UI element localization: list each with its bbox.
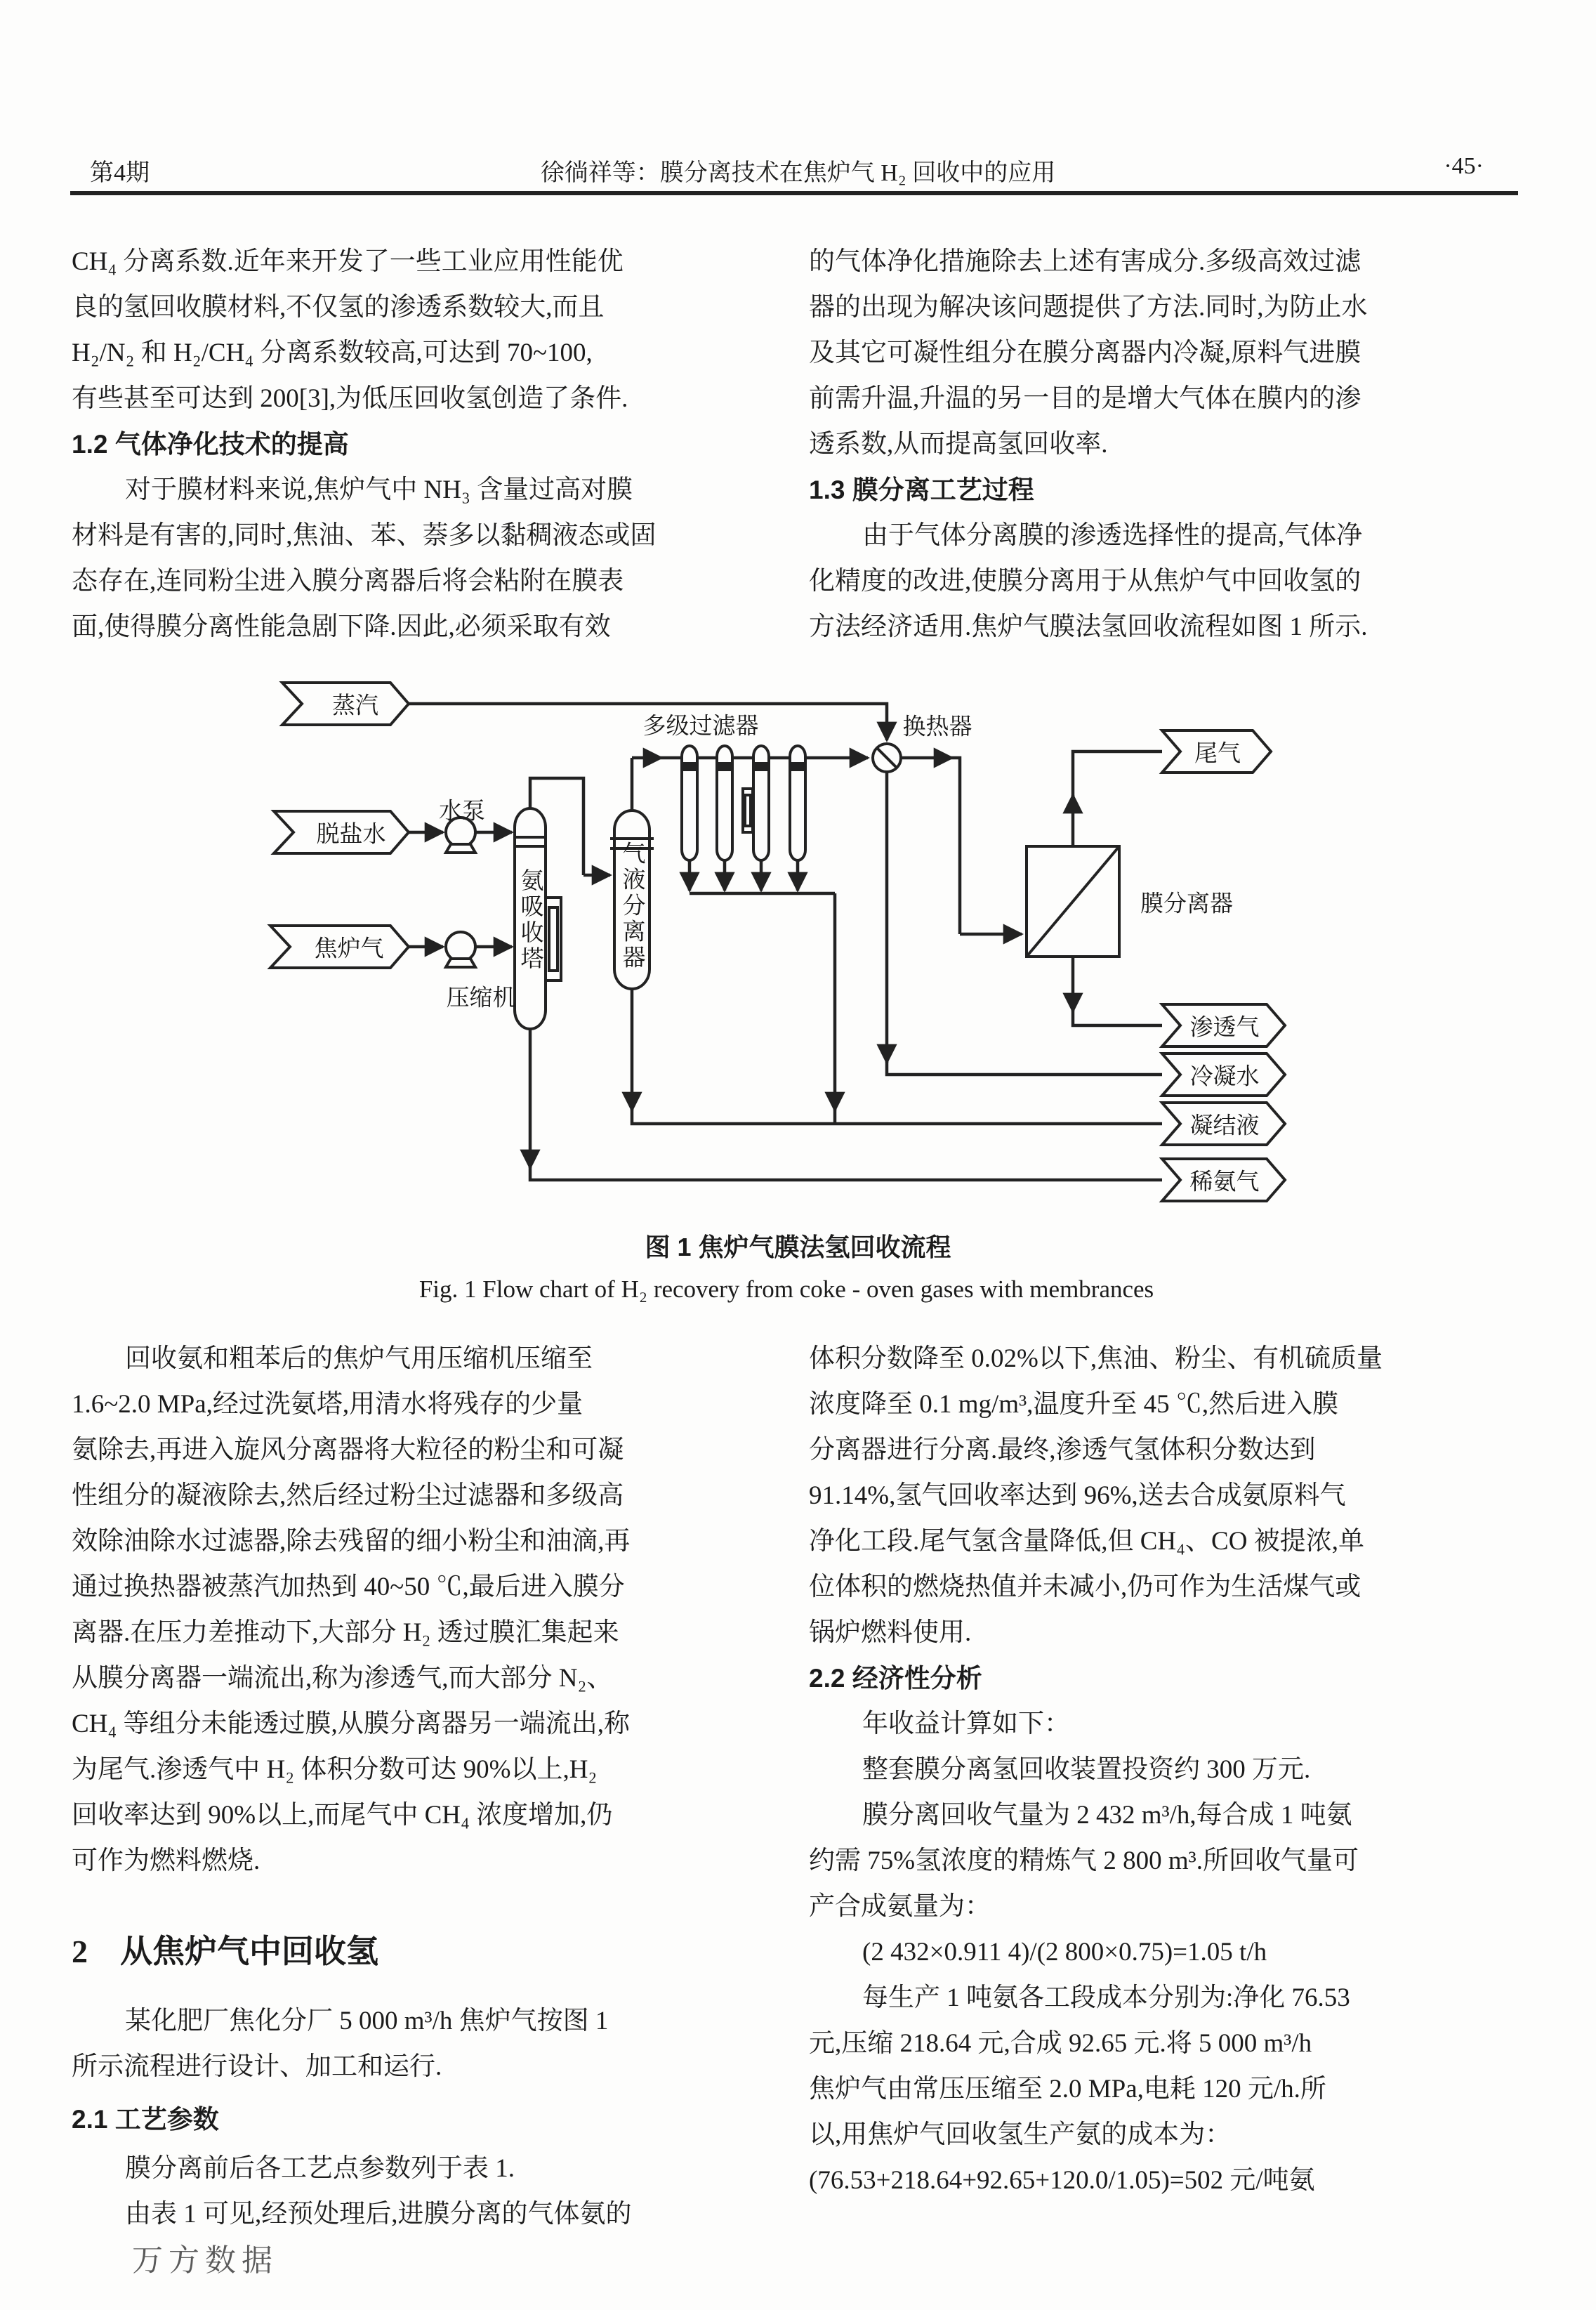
journal-issue: 第4期 bbox=[90, 160, 150, 186]
text-line: 透系数,从而提高氢回收率. bbox=[809, 430, 1108, 459]
figure-caption-en: Fig. 1 Flow chart of H₂ recovery from coke - oven gases with membrances bbox=[418, 1275, 1154, 1303]
text-line: 前需升温,升温的另一目的是增大气体在膜内的渗 bbox=[809, 384, 1361, 413]
column-left-bottom-3 bbox=[72, 2146, 784, 2237]
text-line: 约需 75%氢浓度的精炼气 2 800 m³.所回收气量可 bbox=[809, 1846, 1359, 1875]
figure-caption-zh: 图 1 焦炉气膜法氢回收流程 bbox=[645, 1233, 951, 1261]
text-line: 的气体净化措施除去上述有害成分.多级高效过滤 bbox=[809, 247, 1361, 276]
text-line: 整套膜分离氢回收装置投资约 300 万元. bbox=[862, 1755, 1311, 1784]
text-line: 膜分离回收气量为 2 432 m³/h,每合成 1 吨氨 bbox=[862, 1801, 1352, 1830]
text-line: 产合成氨量为： bbox=[809, 1892, 991, 1921]
text-line: 化精度的改进,使膜分离用于从焦炉气中回收氢的 bbox=[809, 567, 1361, 596]
text-line: 回收率达到 90%以上,而尾气中 CH₄ 浓度增加,仍 bbox=[72, 1801, 613, 1830]
tail-gas-label: 尾气 bbox=[1194, 741, 1241, 767]
text-line: 回收氨和粗苯后的焦炉气用压缩机压缩至 bbox=[125, 1344, 593, 1373]
text-line: CH₄ 等组分未能透过膜,从膜分离器另一端流出,称 bbox=[72, 1709, 631, 1738]
text-line: 净化工段.尾气氢含量降低,但 CH₄、CO 被提浓,单 bbox=[809, 1527, 1364, 1556]
text-line: 每生产 1 吨氨各工段成本分别为:净化 76.53 bbox=[862, 1983, 1350, 2012]
section-2-title: 从焦炉气中回收氢 bbox=[120, 1934, 378, 1969]
text-line: 以,用焦炉气回收氢生产氨的成本为： bbox=[809, 2120, 1232, 2149]
text-line: 元,压缩 218.64 元,合成 92.65 元.将 5 000 m³/h bbox=[809, 2029, 1312, 2058]
heading-2-1-block bbox=[72, 2096, 784, 2142]
compressor-label: 压缩机 bbox=[446, 985, 516, 1011]
text-line: 性组分的凝液除去,然后经过粉尘过滤器和多级高 bbox=[72, 1481, 624, 1510]
figure-1-diagram bbox=[232, 660, 1531, 1222]
text-line: 焦炉气由常压压缩至 2.0 MPa,电耗 120 元/h.所 bbox=[809, 2075, 1326, 2104]
text-line: 良的氢回收膜材料,不仅氢的渗透系数较大,而且 bbox=[72, 293, 605, 322]
text-line: 由于气体分离膜的渗透选择性的提高,气体净 bbox=[862, 521, 1363, 550]
text-line: 1.6~2.0 MPa,经过洗氨塔,用清水将残存的少量 bbox=[72, 1390, 583, 1419]
multistage-filter-label: 多级过滤器 bbox=[642, 714, 759, 740]
permeate-gas-label: 渗透气 bbox=[1189, 1015, 1260, 1041]
water-pump-label: 水泵 bbox=[439, 799, 485, 825]
text-line: 态存在,连同粉尘进入膜分离器后将会粘附在膜表 bbox=[72, 567, 624, 596]
text-line: 体积分数降至 0.02%以下,焦油、粉尘、有机硫质量 bbox=[809, 1344, 1383, 1373]
text-line: 氨除去,再进入旋风分离器将大粒径的粉尘和可凝 bbox=[72, 1436, 624, 1464]
heading-1-3: 1.3 膜分离工艺过程 bbox=[809, 475, 1034, 504]
filter-bands bbox=[682, 762, 805, 771]
ammonia-tower-label: 氨吸收塔 bbox=[517, 868, 543, 972]
coke-oven-gas-label: 焦炉气 bbox=[314, 936, 384, 962]
column-left-top bbox=[72, 239, 784, 650]
text-line: 91.14%,氢气回收率达到 96%,送去合成氨原料气 bbox=[809, 1481, 1346, 1510]
text-line: 浓度降至 0.1 mg/m³,温度升至 45 ℃,然后进入膜 bbox=[809, 1390, 1339, 1419]
compressor-base bbox=[446, 959, 475, 967]
running-title: 徐徜祥等：膜分离技术在焦炉气 H₂ 回收中的应用 bbox=[540, 160, 1056, 186]
compressor-symbol bbox=[446, 932, 475, 962]
condensate-water-label: 冷凝水 bbox=[1189, 1064, 1260, 1090]
steam-label: 蒸汽 bbox=[332, 693, 378, 719]
text-line: 通过换热器被蒸汽加热到 40~50 ℃,最后进入膜分 bbox=[72, 1573, 625, 1601]
section-2-number: 2 bbox=[72, 1934, 88, 1969]
text-line: 面,使得膜分离性能急剧下降.因此,必须采取有效 bbox=[72, 612, 611, 641]
text-line: 膜分离前后各工艺点参数列于表 1. bbox=[125, 2154, 515, 2183]
column-left-bottom-2 bbox=[72, 1998, 784, 2089]
text-line: 方法经济适用.焦炉气膜法氢回收流程如图 1 所示. bbox=[809, 612, 1368, 641]
dilute-ammonia-label: 稀氨气 bbox=[1189, 1169, 1260, 1195]
text-line: CH₄ 分离系数.近年来开发了一些工业应用性能优 bbox=[72, 247, 624, 276]
text-line: 离器.在压力差推动下,大部分 H₂ 透过膜汇集起来 bbox=[72, 1618, 619, 1647]
text-line: 某化肥厂焦化分厂 5 000 m³/h 焦炉气按图 1 bbox=[125, 2007, 609, 2035]
text-line: 及其它可凝性组分在膜分离器内冷凝,原料气进膜 bbox=[809, 339, 1361, 367]
text-line: 由表 1 可见,经预处理后,进膜分离的气体氨的 bbox=[125, 2200, 632, 2229]
heat-exchanger-label: 换热器 bbox=[902, 714, 972, 740]
section-2-heading bbox=[72, 1926, 378, 1972]
text-line: 材料是有害的,同时,焦油、苯、萘多以黏稠液态或固 bbox=[72, 521, 657, 550]
header-rule bbox=[70, 191, 1518, 195]
text-line: 年收益计算如下： bbox=[862, 1709, 1070, 1738]
heading-1-2: 1.2 气体净化技术的提高 bbox=[72, 430, 349, 459]
text-line: 位体积的燃烧热值并未减小,仍可作为生活煤气或 bbox=[809, 1573, 1361, 1601]
heading-2-2: 2.2 经济性分析 bbox=[809, 1664, 982, 1693]
heading-2-1: 2.1 工艺参数 bbox=[72, 2105, 219, 2134]
condensed-liquid-label: 凝结液 bbox=[1189, 1113, 1260, 1139]
text-line: 对于膜材料来说,焦炉气中 NH₃ 含量过高对膜 bbox=[125, 475, 633, 504]
wanfang-watermark: 万方数据 bbox=[132, 2243, 278, 2278]
equipment-shapes bbox=[446, 744, 1119, 1029]
membrane-separator-label: 膜分离器 bbox=[1140, 891, 1233, 917]
text-line: 有些甚至可达到 200[3],为低压回收氢创造了条件. bbox=[72, 384, 628, 413]
text-line: 所示流程进行设计、加工和运行. bbox=[72, 2052, 442, 2081]
formula-line: (2 432×0.911 4)/(2 800×0.75)=1.05 t/h bbox=[862, 1938, 1267, 1967]
formula-line: (76.53+218.64+92.65+120.0/1.05)=502 元/吨氨 bbox=[809, 2166, 1315, 2195]
text-line: 器的出现为解决该问题提供了方法.同时,为防止水 bbox=[809, 293, 1368, 322]
text-line: 为尾气.渗透气中 H₂ 体积分数可达 90%以上,H₂ bbox=[72, 1755, 598, 1784]
page-number: ·45· bbox=[1444, 153, 1484, 179]
text-line: 分离器进行分离.最终,渗透气氢体积分数达到 bbox=[809, 1436, 1316, 1464]
text-line: 效除油除水过滤器,除去残留的细小粉尘和油滴,再 bbox=[72, 1527, 631, 1556]
column-left-bottom bbox=[72, 1336, 784, 1884]
text-line: 锅炉燃料使用. bbox=[809, 1618, 972, 1647]
water-pump-base bbox=[446, 844, 475, 853]
column-right-top bbox=[809, 239, 1522, 650]
gas-liquid-separator-label: 气液分离器 bbox=[619, 841, 645, 971]
flow-diagram-canvas bbox=[232, 660, 1531, 1222]
desalted-water-label: 脱盐水 bbox=[316, 822, 386, 848]
column-right-bottom bbox=[809, 1336, 1522, 2203]
text-line: 可作为燃料燃烧. bbox=[72, 1846, 260, 1875]
text-line: H₂/N₂ 和 H₂/CH₄ 分离系数较高,可达到 70~100, bbox=[72, 339, 593, 367]
text-line: 从膜分离器一端流出,称为渗透气,而大部分 N₂、 bbox=[72, 1664, 613, 1693]
